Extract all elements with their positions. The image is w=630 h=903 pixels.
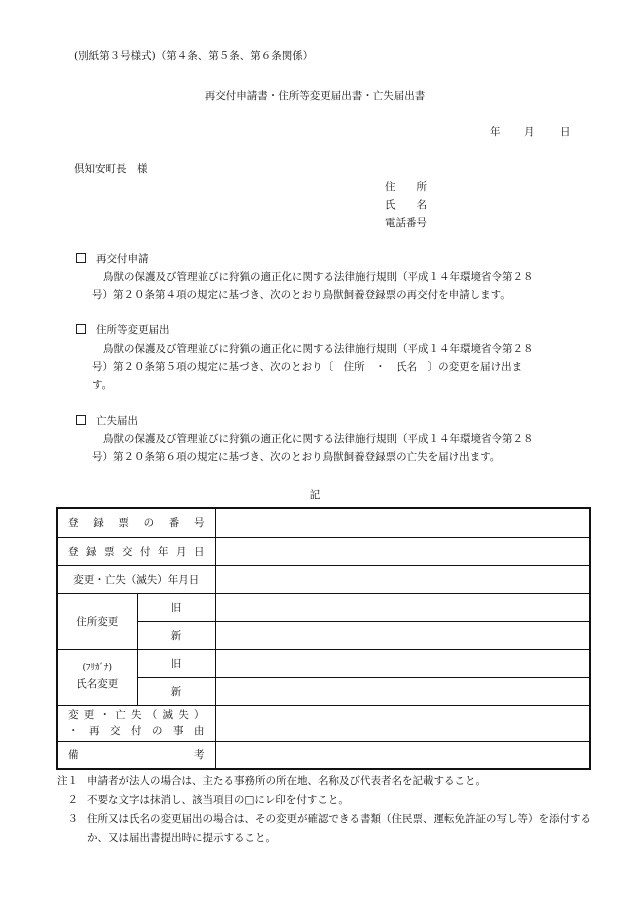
phone-label: 電話番号 [385, 217, 427, 229]
section-loss-heading[interactable]: 亡失届出 [76, 413, 138, 428]
section-address-change-body: 鳥獣の保護及び管理並びに狩猟の適正化に関する法律施行規則（平成１４年環境省令第２８ 号）第２０条第５項の規定に基づき、次のとおり〔 住所 ・ 氏名 〕の変更を届け出ま す。 [92, 343, 534, 391]
change-date-label: 変更・亡失（滅失）年月日 [57, 565, 215, 593]
section-address-change-heading[interactable]: 住所等変更届出 [76, 322, 170, 337]
reason-field[interactable] [215, 705, 590, 741]
name-new-label: 新 [137, 677, 215, 705]
name-label: 氏 名 [385, 199, 427, 211]
date-day-label: 日 [560, 126, 571, 138]
note-2: ２ 不要な文字は抹消し、該当項目の□にレ印を付すこと。 [67, 794, 349, 806]
address-label: 住 所 [385, 181, 427, 193]
address-old-field[interactable] [215, 593, 590, 621]
name-new-field[interactable] [215, 677, 590, 705]
row-reason [57, 705, 590, 741]
issue-date-field[interactable] [215, 537, 590, 565]
record-heading: 記 [309, 489, 321, 501]
checkbox-loss[interactable] [76, 415, 86, 425]
remarks-label: 備 考 [57, 741, 215, 769]
row-change-date [57, 565, 590, 593]
section-reissue-body: 鳥獣の保護及び管理並びに狩猟の適正化に関する法律施行規則（平成１４年環境省令第２８ 号）第２０条第４項の規定に基づき、次のとおり鳥獣飼養登録票の再交付を申請します。 [92, 271, 534, 301]
addressee: 倶知安町長 様 [74, 163, 148, 175]
date-month-label: 月 [524, 126, 535, 138]
change-date-field[interactable] [215, 565, 590, 593]
checkbox-address-change[interactable] [76, 324, 86, 334]
name-old-label: 旧 [137, 649, 215, 677]
row-name-new [57, 677, 590, 705]
address-new-field[interactable] [215, 621, 590, 649]
record-table [56, 507, 591, 770]
row-address-old [57, 593, 590, 621]
row-issue-date [57, 537, 590, 565]
row-address-new [57, 621, 590, 649]
name-old-field[interactable] [215, 649, 590, 677]
address-new-label: 新 [137, 621, 215, 649]
issue-date-label: 登 録 票 交 付 年 月 日 [57, 537, 215, 565]
row-registration-number [57, 508, 590, 537]
name-change-label: (ﾌﾘｶﾞﾅ) 氏名変更 [57, 649, 137, 705]
note-3: ３ 住所又は氏名の変更届出の場合は、その変更が確認できる書類（住民票、運転免許証の写し等）を添付するか、又は届出書提出時に提示すること。 [67, 813, 591, 844]
section-loss-body: 鳥獣の保護及び管理並びに狩猟の適正化に関する法律施行規則（平成１４年環境省令第２８ 号）第２０条第６項の規定に基づき、次のとおり鳥獣飼養登録票の亡失を届け出ます。 [92, 433, 534, 463]
address-change-label: 住所変更 [57, 593, 137, 649]
address-old-label: 旧 [137, 593, 215, 621]
remarks-field[interactable] [215, 741, 590, 769]
date-year-label: 年 [490, 126, 501, 138]
registration-number-label: 登 録 票 の 番 号 [57, 508, 215, 537]
section-reissue-heading[interactable]: 再交付申請 [76, 251, 149, 266]
reason-label: 変 更 ・ 亡 失 （ 滅 失 ） ・ 再 交 付 の 事 由 [57, 705, 215, 741]
form-reference: (別紙第３号様式)（第４条、第５条、第６条関係） [74, 50, 314, 62]
notes [50, 772, 595, 848]
checkbox-reissue[interactable] [76, 253, 86, 263]
note-1: 注１ 申請者が法人の場合は、主たる事務所の所在地、名称及び代表者名を記載すること。 [57, 775, 486, 787]
row-name-old [57, 649, 590, 677]
row-remarks [57, 741, 590, 769]
registration-number-field[interactable] [215, 508, 590, 537]
document-title: 再交付申請書・住所等変更届出書・亡失届出書 [204, 90, 426, 102]
